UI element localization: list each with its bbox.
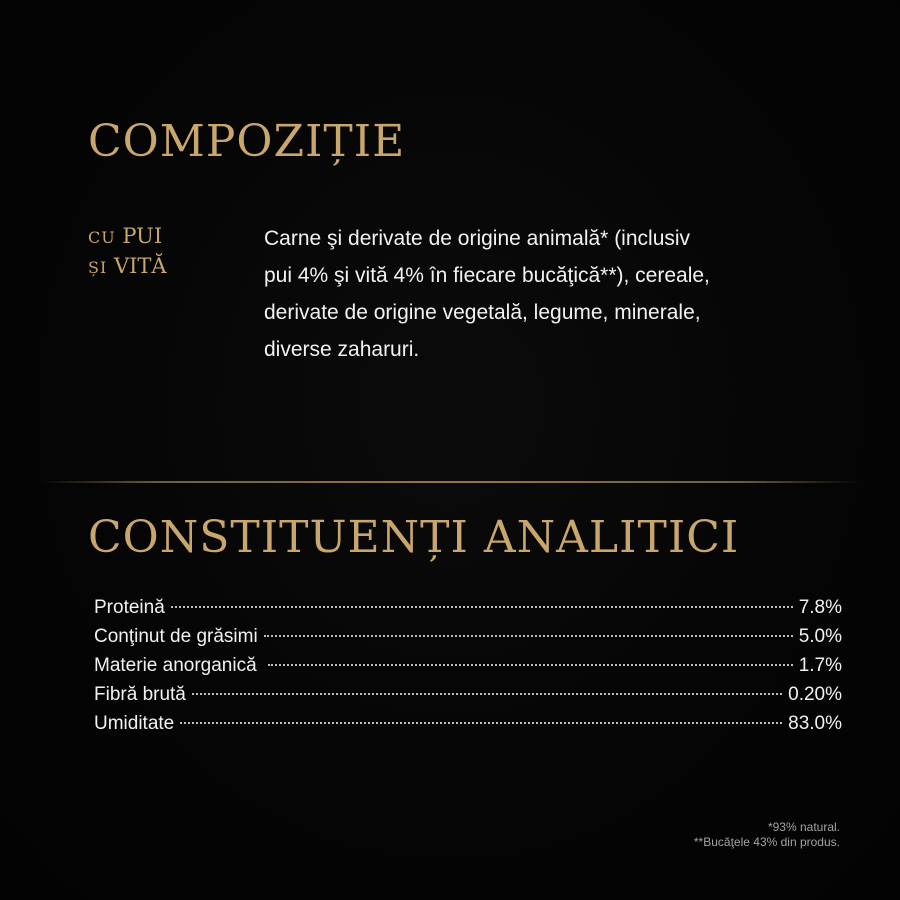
variant-line-2-prefix: ȘI: [88, 258, 108, 277]
table-row: [94, 622, 842, 651]
footnote: **Bucăţele 43% din produs.: [693, 835, 840, 849]
dot-leader: [192, 693, 782, 695]
dot-leader: [264, 635, 793, 637]
constituent-name: Conţinut de grăsimi: [94, 626, 258, 647]
table-row: [94, 651, 842, 680]
variant-line-1-prefix: CU: [88, 228, 116, 247]
variant-label: [88, 222, 248, 282]
variant-line-2-main: VITĂ: [113, 254, 167, 278]
analytical-constituents-table: [94, 593, 842, 738]
composition-title: COMPOZIȚIE: [88, 116, 406, 167]
dot-leader: [171, 606, 793, 608]
constituent-value: 1.7%: [798, 655, 842, 676]
constituent-name: Umiditate: [94, 713, 175, 734]
footnote: *93% natural.: [767, 820, 840, 834]
footnotes: [694, 820, 840, 850]
table-row: [94, 709, 842, 738]
composition-text-line: pui 4% şi vită 4% în fiecare bucăţică**), cereale,: [264, 264, 710, 287]
constituent-value: 0.20%: [788, 684, 842, 705]
composition-text-line: diverse zaharuri.: [264, 338, 420, 361]
composition-text: [264, 220, 864, 368]
table-row: [94, 680, 842, 709]
variant-line-1: [88, 222, 248, 252]
constituent-name: Proteină: [94, 597, 165, 618]
constituent-value: 7.8%: [798, 597, 842, 618]
dot-leader: [180, 722, 782, 724]
variant-line-2: [88, 252, 248, 282]
variant-line-1-main: PUI: [122, 224, 163, 248]
composition-text-line: derivate de origine vegetală, legume, minerale,: [264, 301, 701, 324]
constituent-value: 5.0%: [798, 626, 842, 647]
dot-leader: [268, 664, 793, 666]
table-row: [94, 593, 842, 622]
constituent-value: 83.0%: [788, 713, 842, 734]
constituent-name: Materie anorganică: [94, 655, 262, 676]
section-divider: [40, 481, 860, 483]
analytical-constituents-title: CONSTITUENȚI ANALITICI: [88, 512, 740, 563]
composition-text-line: Carne şi derivate de origine animală* (inclusiv: [264, 227, 691, 250]
constituent-name: Fibră brută: [94, 684, 186, 705]
